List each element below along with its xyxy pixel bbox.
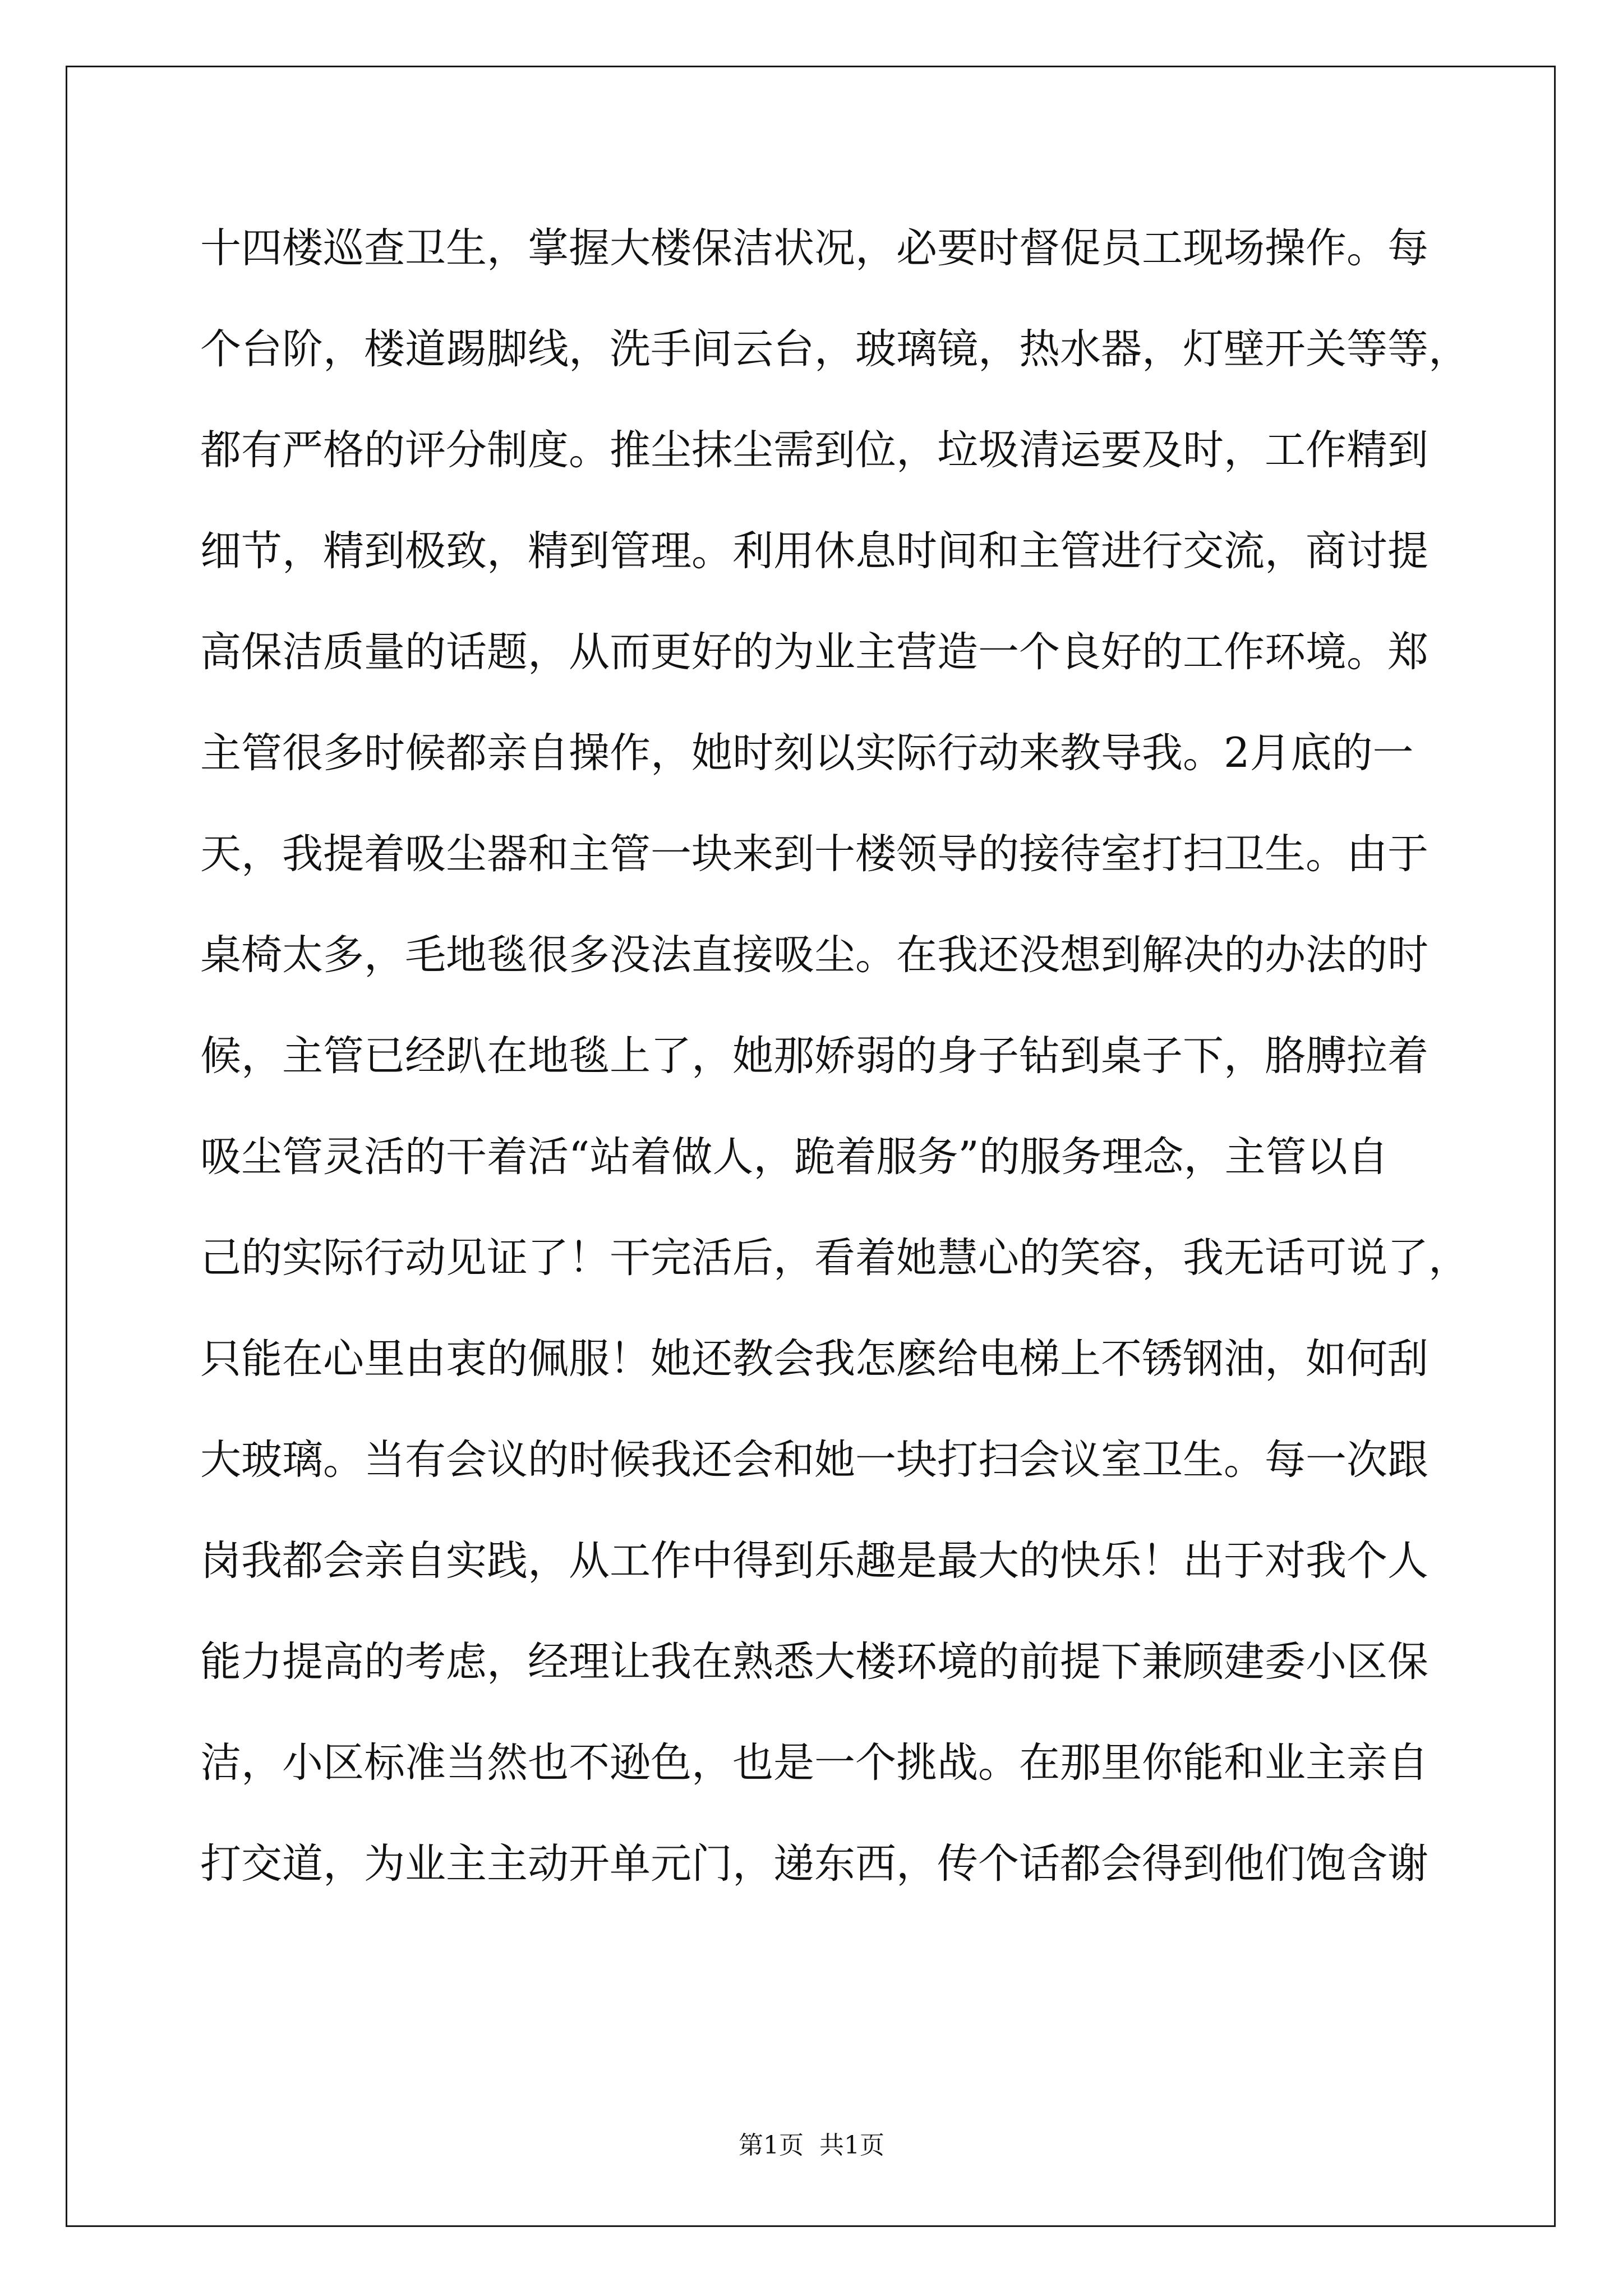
text-line: 高保洁质量的话题，从而更好的为业主营造一个良好的工作环境。郑: [200, 628, 1428, 676]
text-line: 主管很多时候都亲自操作，她时刻以实际行动来教导我。2月底的一: [200, 729, 1414, 777]
text-line: 十四楼巡查卫生，掌握大楼保洁状况，必要时督促员工现场操作。每: [200, 224, 1428, 272]
text-line: 个台阶，楼道踢脚线，洗手间云台，玻璃镜，热水器，灯壁开关等等，: [200, 325, 1469, 373]
text-line: 洁，小区标准当然也不逊色，也是一个挑战。在那里你能和业主亲自: [200, 1739, 1428, 1787]
page-footer: 第1页 共1页: [739, 2131, 884, 2160]
text-line: 桌椅太多，毛地毯很多没法直接吸尘。在我还没想到解决的办法的时: [200, 931, 1428, 979]
text-line: 能力提高的考虑，经理让我在熟悉大楼环境的前提下兼顾建委小区保: [200, 1638, 1428, 1686]
text-line: 细节，精到极致，精到管理。利用休息时间和主管进行交流，商讨提: [200, 527, 1428, 575]
text-line: 只能在心里由衷的佩服！她还教会我怎麽给电梯上不锈钢油，如何刮: [200, 1335, 1428, 1383]
text-line: 大玻璃。当有会议的时候我还会和她一块打扫会议室卫生。每一次跟: [200, 1436, 1428, 1484]
text-line: 打交道，为业主主动开单元门，递东西，传个话都会得到他们饱含谢: [200, 1840, 1428, 1888]
text-line: 吸尘管灵活的干着活“站着做人，跪着服务”的服务理念，主管以自: [200, 1133, 1389, 1181]
text-line: 己的实际行动见证了！干完活后，看着她慧心的笑容，我无话可说了，: [200, 1234, 1469, 1282]
text-line: 候，主管已经趴在地毯上了，她那娇弱的身子钻到桌子下，胳膊拉着: [200, 1032, 1428, 1080]
text-line: 都有严格的评分制度。推尘抹尘需到位，垃圾清运要及时，工作精到: [200, 426, 1428, 474]
text-line: 岗我都会亲自实践，从工作中得到乐趣是最大的快乐！出于对我个人: [200, 1537, 1428, 1585]
body-text: [200, 198, 1535, 1915]
text-line: 天，我提着吸尘器和主管一块来到十楼领导的接待室打扫卫生。由于: [200, 830, 1428, 878]
